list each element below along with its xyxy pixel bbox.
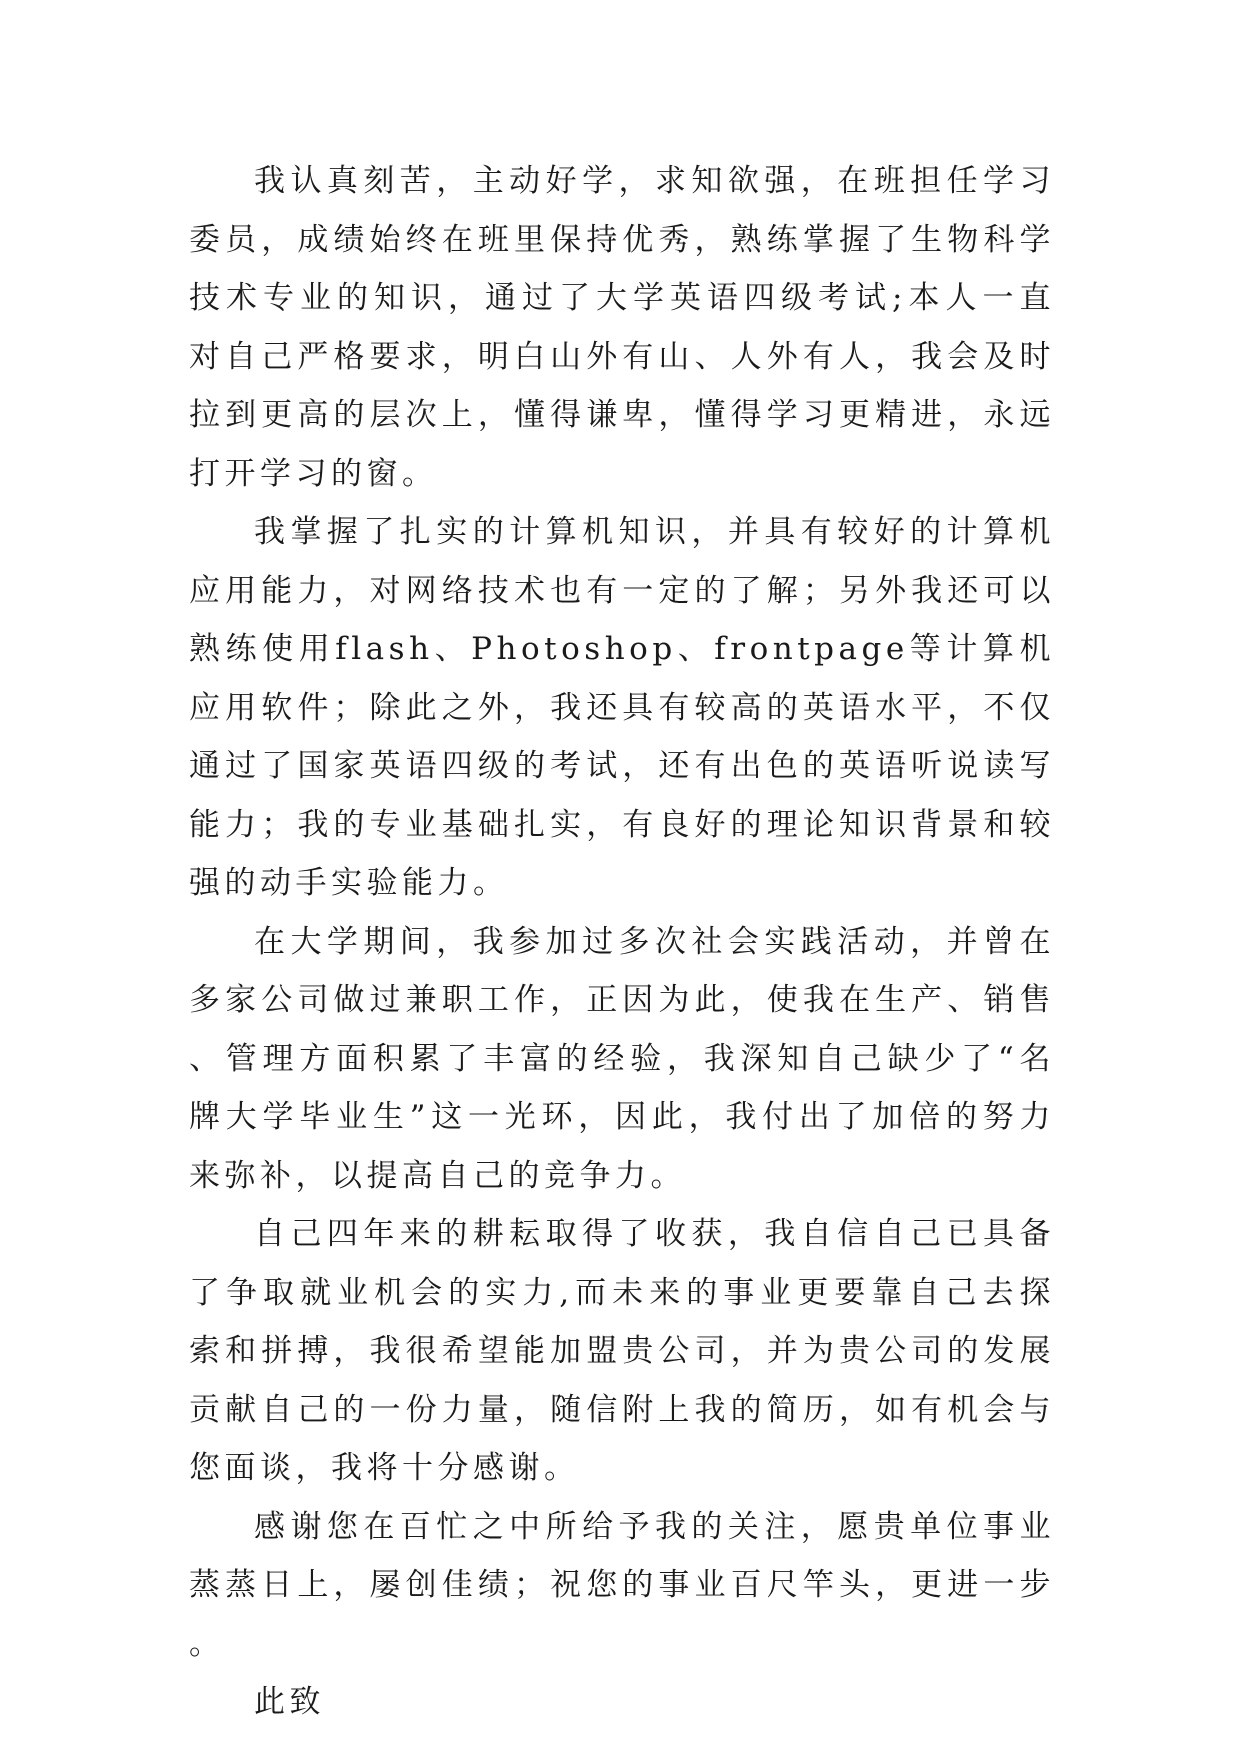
paragraph-computer-skills: 我掌握了扎实的计算机知识，并具有较好的计算机应用能力，对网络技术也有一定的了解；另外我还可以熟练使用flash、Photoshop、frontpage等计算机应用软件；除此之外，我还具有较高的英语水平，不仅通过了国家英语四级的考试，还有出色的英语听说读写能力；我的专业基础扎实，有良好的理论知识背景和较强的动手实验能力。	[189, 514, 1055, 901]
paragraph-study: 我认真刻苦，主动好学，求知欲强，在班担任学习委员，成绩始终在班里保持优秀，熟练掌握了生物科学技术专业的知识，通过了大学英语四级考试;本人一直对自己严格要求，明白山外有山、人外有人，我会及时拉到更高的层次上，懂得谦卑，懂得学习更精进，永远打开学习的窗。	[189, 163, 1055, 492]
paragraph-aspiration: 自己四年来的耕耘取得了收获，我自信自己已具备了争取就业机会的实力,而未来的事业更要靠自己去探索和拼搏，我很希望能加盟贵公司，并为贵公司的发展贡献自己的一份力量，随信附上我的简历，如有机会与您面谈，我将十分感谢。	[189, 1216, 1055, 1486]
paragraph-social-practice: 在大学期间，我参加过多次社会实践活动，并曾在多家公司做过兼职工作，正因为此，使我在生产、销售、管理方面积累了丰富的经验，我深知自己缺少了“名牌大学毕业生”这一光环，因此，我付出了加倍的努力来弥补，以提高自己的竞争力。	[189, 923, 1055, 1194]
document-page	[189, 152, 1055, 1732]
paragraph-thanks: 感谢您在百忙之中所给予我的关注，愿贵单位事业蒸蒸日上，屡创佳绩；祝您的事业百尺竿头，更进一步。	[189, 1508, 1055, 1662]
closing-salutation: 此致	[254, 1684, 325, 1720]
